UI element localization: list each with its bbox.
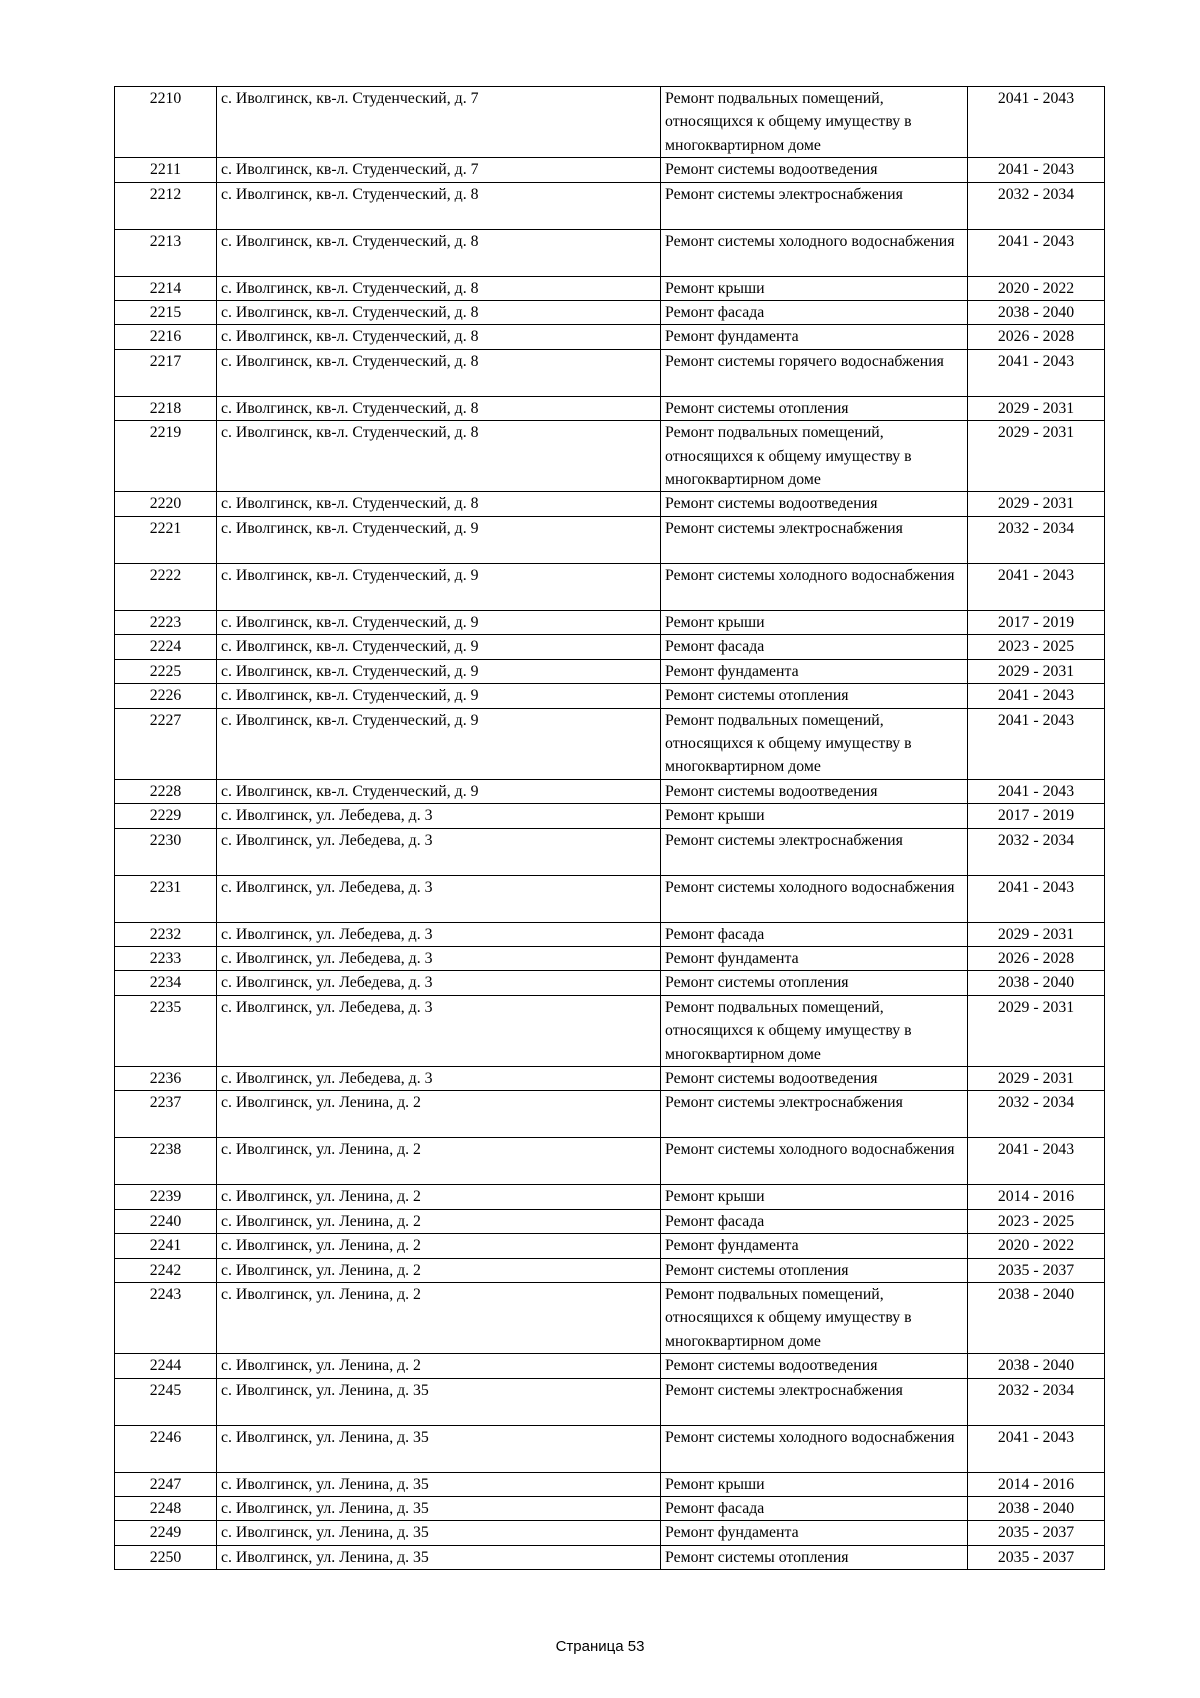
row-number-cell: 2235 — [115, 995, 217, 1066]
table-row — [115, 1091, 1105, 1138]
table-row — [115, 1354, 1105, 1378]
work-type-cell: Ремонт подвальных помещений, относящихся к общему имуществу в многоквартирном доме — [661, 87, 968, 158]
address-cell: с. Иволгинск, кв-л. Студенческий, д. 8 — [217, 492, 661, 516]
term-cell: 2038 - 2040 — [968, 1354, 1105, 1378]
row-number-cell: 2241 — [115, 1234, 217, 1258]
address-cell: с. Иволгинск, кв-л. Студенческий, д. 9 — [217, 684, 661, 708]
term-cell: 2032 - 2034 — [968, 1378, 1105, 1425]
table-row — [115, 1497, 1105, 1521]
term-cell: 2017 - 2019 — [968, 610, 1105, 634]
work-type-cell: Ремонт системы холодного водоснабжения — [661, 563, 968, 610]
work-type-cell: Ремонт фундамента — [661, 659, 968, 683]
term-cell: 2038 - 2040 — [968, 301, 1105, 325]
address-cell: с. Иволгинск, кв-л. Студенческий, д. 9 — [217, 779, 661, 803]
table-row — [115, 828, 1105, 875]
term-cell: 2041 - 2043 — [968, 87, 1105, 158]
address-cell: с. Иволгинск, ул. Лебедева, д. 3 — [217, 995, 661, 1066]
row-number-cell: 2238 — [115, 1138, 217, 1185]
row-number-cell: 2243 — [115, 1283, 217, 1354]
work-type-cell: Ремонт системы водоотведения — [661, 1066, 968, 1090]
row-number-cell: 2237 — [115, 1091, 217, 1138]
term-cell: 2029 - 2031 — [968, 492, 1105, 516]
work-type-cell: Ремонт системы электроснабжения — [661, 516, 968, 563]
row-number-cell: 2232 — [115, 922, 217, 946]
term-cell: 2041 - 2043 — [968, 708, 1105, 779]
term-cell: 2041 - 2043 — [968, 684, 1105, 708]
table-row — [115, 971, 1105, 995]
table-row — [115, 922, 1105, 946]
work-type-cell: Ремонт системы горячего водоснабжения — [661, 349, 968, 396]
row-number-cell: 2217 — [115, 349, 217, 396]
table-row — [115, 1066, 1105, 1090]
table-row — [115, 349, 1105, 396]
work-type-cell: Ремонт крыши — [661, 610, 968, 634]
row-number-cell: 2245 — [115, 1378, 217, 1425]
work-type-cell: Ремонт системы холодного водоснабжения — [661, 875, 968, 922]
term-cell: 2017 - 2019 — [968, 804, 1105, 828]
row-number-cell: 2233 — [115, 946, 217, 970]
row-number-cell: 2234 — [115, 971, 217, 995]
work-type-cell: Ремонт подвальных помещений, относящихся к общему имуществу в многоквартирном доме — [661, 708, 968, 779]
address-cell: с. Иволгинск, ул. Ленина, д. 2 — [217, 1185, 661, 1209]
row-number-cell: 2220 — [115, 492, 217, 516]
term-cell: 2029 - 2031 — [968, 421, 1105, 492]
address-cell: с. Иволгинск, кв-л. Студенческий, д. 7 — [217, 87, 661, 158]
row-number-cell: 2227 — [115, 708, 217, 779]
work-type-cell: Ремонт фундамента — [661, 1234, 968, 1258]
term-cell: 2032 - 2034 — [968, 1091, 1105, 1138]
work-type-cell: Ремонт подвальных помещений, относящихся к общему имуществу в многоквартирном доме — [661, 421, 968, 492]
row-number-cell: 2222 — [115, 563, 217, 610]
table-row — [115, 276, 1105, 300]
address-cell: с. Иволгинск, ул. Ленина, д. 2 — [217, 1283, 661, 1354]
row-number-cell: 2218 — [115, 396, 217, 420]
table-row — [115, 1234, 1105, 1258]
work-type-cell: Ремонт системы отопления — [661, 684, 968, 708]
table-row — [115, 1472, 1105, 1496]
address-cell: с. Иволгинск, ул. Ленина, д. 35 — [217, 1497, 661, 1521]
row-number-cell: 2212 — [115, 182, 217, 229]
address-cell: с. Иволгинск, кв-л. Студенческий, д. 7 — [217, 158, 661, 182]
table-row — [115, 1185, 1105, 1209]
table-row — [115, 158, 1105, 182]
table-row — [115, 301, 1105, 325]
address-cell: с. Иволгинск, ул. Ленина, д. 2 — [217, 1138, 661, 1185]
address-cell: с. Иволгинск, кв-л. Студенческий, д. 9 — [217, 610, 661, 634]
row-number-cell: 2250 — [115, 1545, 217, 1569]
address-cell: с. Иволгинск, ул. Ленина, д. 35 — [217, 1425, 661, 1472]
work-type-cell: Ремонт подвальных помещений, относящихся к общему имуществу в многоквартирном доме — [661, 1283, 968, 1354]
address-cell: с. Иволгинск, кв-л. Студенческий, д. 8 — [217, 396, 661, 420]
term-cell: 2029 - 2031 — [968, 396, 1105, 420]
term-cell: 2029 - 2031 — [968, 1066, 1105, 1090]
table-row — [115, 516, 1105, 563]
term-cell: 2041 - 2043 — [968, 158, 1105, 182]
work-type-cell: Ремонт крыши — [661, 804, 968, 828]
table-row — [115, 182, 1105, 229]
address-cell: с. Иволгинск, кв-л. Студенческий, д. 9 — [217, 516, 661, 563]
work-type-cell: Ремонт системы водоотведения — [661, 158, 968, 182]
table-row — [115, 1138, 1105, 1185]
work-type-cell: Ремонт системы холодного водоснабжения — [661, 229, 968, 276]
table-row — [115, 875, 1105, 922]
work-type-cell: Ремонт системы электроснабжения — [661, 1091, 968, 1138]
work-type-cell: Ремонт системы отопления — [661, 971, 968, 995]
address-cell: с. Иволгинск, ул. Ленина, д. 35 — [217, 1378, 661, 1425]
row-number-cell: 2242 — [115, 1258, 217, 1282]
row-number-cell: 2229 — [115, 804, 217, 828]
row-number-cell: 2221 — [115, 516, 217, 563]
row-number-cell: 2239 — [115, 1185, 217, 1209]
row-number-cell: 2210 — [115, 87, 217, 158]
address-cell: с. Иволгинск, кв-л. Студенческий, д. 9 — [217, 708, 661, 779]
work-type-cell: Ремонт фундамента — [661, 1521, 968, 1545]
address-cell: с. Иволгинск, ул. Ленина, д. 2 — [217, 1234, 661, 1258]
term-cell: 2038 - 2040 — [968, 1497, 1105, 1521]
term-cell: 2035 - 2037 — [968, 1545, 1105, 1569]
work-type-cell: Ремонт системы водоотведения — [661, 779, 968, 803]
address-cell: с. Иволгинск, кв-л. Студенческий, д. 9 — [217, 659, 661, 683]
work-type-cell: Ремонт крыши — [661, 1472, 968, 1496]
term-cell: 2014 - 2016 — [968, 1472, 1105, 1496]
address-cell: с. Иволгинск, ул. Ленина, д. 2 — [217, 1091, 661, 1138]
term-cell: 2020 - 2022 — [968, 1234, 1105, 1258]
work-type-cell: Ремонт системы отопления — [661, 1545, 968, 1569]
table-row — [115, 635, 1105, 659]
row-number-cell: 2216 — [115, 325, 217, 349]
table-row — [115, 1521, 1105, 1545]
table-row — [115, 684, 1105, 708]
work-type-cell: Ремонт системы электроснабжения — [661, 828, 968, 875]
row-number-cell: 2214 — [115, 276, 217, 300]
table-row — [115, 87, 1105, 158]
term-cell: 2026 - 2028 — [968, 946, 1105, 970]
table-row — [115, 325, 1105, 349]
table-row — [115, 610, 1105, 634]
row-number-cell: 2247 — [115, 1472, 217, 1496]
row-number-cell: 2225 — [115, 659, 217, 683]
address-cell: с. Иволгинск, кв-л. Студенческий, д. 8 — [217, 276, 661, 300]
table-row — [115, 946, 1105, 970]
row-number-cell: 2219 — [115, 421, 217, 492]
table-row — [115, 659, 1105, 683]
address-cell: с. Иволгинск, ул. Ленина, д. 35 — [217, 1545, 661, 1569]
address-cell: с. Иволгинск, кв-л. Студенческий, д. 8 — [217, 301, 661, 325]
term-cell: 2041 - 2043 — [968, 1425, 1105, 1472]
address-cell: с. Иволгинск, ул. Лебедева, д. 3 — [217, 875, 661, 922]
address-cell: с. Иволгинск, ул. Ленина, д. 2 — [217, 1209, 661, 1233]
row-number-cell: 2231 — [115, 875, 217, 922]
work-type-cell: Ремонт системы электроснабжения — [661, 182, 968, 229]
table-body — [115, 87, 1105, 1570]
address-cell: с. Иволгинск, ул. Ленина, д. 2 — [217, 1258, 661, 1282]
row-number-cell: 2249 — [115, 1521, 217, 1545]
address-cell: с. Иволгинск, ул. Лебедева, д. 3 — [217, 971, 661, 995]
work-type-cell: Ремонт крыши — [661, 276, 968, 300]
row-number-cell: 2236 — [115, 1066, 217, 1090]
term-cell: 2020 - 2022 — [968, 276, 1105, 300]
row-number-cell: 2226 — [115, 684, 217, 708]
term-cell: 2032 - 2034 — [968, 828, 1105, 875]
term-cell: 2014 - 2016 — [968, 1185, 1105, 1209]
row-number-cell: 2246 — [115, 1425, 217, 1472]
table-row — [115, 1378, 1105, 1425]
row-number-cell: 2240 — [115, 1209, 217, 1233]
row-number-cell: 2211 — [115, 158, 217, 182]
work-type-cell: Ремонт системы водоотведения — [661, 492, 968, 516]
table-row — [115, 1209, 1105, 1233]
term-cell: 2038 - 2040 — [968, 1283, 1105, 1354]
row-number-cell: 2224 — [115, 635, 217, 659]
table-row — [115, 229, 1105, 276]
table-row — [115, 1283, 1105, 1354]
term-cell: 2035 - 2037 — [968, 1258, 1105, 1282]
work-type-cell: Ремонт фасада — [661, 301, 968, 325]
term-cell: 2029 - 2031 — [968, 995, 1105, 1066]
work-type-cell: Ремонт системы отопления — [661, 396, 968, 420]
row-number-cell: 2230 — [115, 828, 217, 875]
term-cell: 2029 - 2031 — [968, 659, 1105, 683]
table-row — [115, 396, 1105, 420]
page-number: Страница 53 — [555, 1638, 645, 1655]
row-number-cell: 2213 — [115, 229, 217, 276]
address-cell: с. Иволгинск, ул. Лебедева, д. 3 — [217, 922, 661, 946]
work-type-cell: Ремонт системы водоотведения — [661, 1354, 968, 1378]
address-cell: с. Иволгинск, кв-л. Студенческий, д. 9 — [217, 635, 661, 659]
work-type-cell: Ремонт системы холодного водоснабжения — [661, 1425, 968, 1472]
work-type-cell: Ремонт фасада — [661, 922, 968, 946]
table-row — [115, 804, 1105, 828]
work-type-cell: Ремонт фасада — [661, 1497, 968, 1521]
term-cell: 2032 - 2034 — [968, 516, 1105, 563]
term-cell: 2023 - 2025 — [968, 1209, 1105, 1233]
table-row — [115, 779, 1105, 803]
term-cell: 2041 - 2043 — [968, 875, 1105, 922]
work-type-cell: Ремонт фасада — [661, 635, 968, 659]
term-cell: 2029 - 2031 — [968, 922, 1105, 946]
work-type-cell: Ремонт системы холодного водоснабжения — [661, 1138, 968, 1185]
table-row — [115, 1425, 1105, 1472]
table-row — [115, 563, 1105, 610]
address-cell: с. Иволгинск, ул. Ленина, д. 35 — [217, 1472, 661, 1496]
term-cell: 2041 - 2043 — [968, 229, 1105, 276]
address-cell: с. Иволгинск, кв-л. Студенческий, д. 8 — [217, 421, 661, 492]
table-row — [115, 1545, 1105, 1569]
row-number-cell: 2228 — [115, 779, 217, 803]
term-cell: 2032 - 2034 — [968, 182, 1105, 229]
table-row — [115, 708, 1105, 779]
term-cell: 2035 - 2037 — [968, 1521, 1105, 1545]
address-cell: с. Иволгинск, ул. Ленина, д. 35 — [217, 1521, 661, 1545]
row-number-cell: 2223 — [115, 610, 217, 634]
work-type-cell: Ремонт фасада — [661, 1209, 968, 1233]
address-cell: с. Иволгинск, ул. Лебедева, д. 3 — [217, 946, 661, 970]
work-type-cell: Ремонт подвальных помещений, относящихся к общему имуществу в многоквартирном доме — [661, 995, 968, 1066]
row-number-cell: 2244 — [115, 1354, 217, 1378]
address-cell: с. Иволгинск, ул. Лебедева, д. 3 — [217, 828, 661, 875]
table-row — [115, 421, 1105, 492]
term-cell: 2038 - 2040 — [968, 971, 1105, 995]
work-type-cell: Ремонт фундамента — [661, 325, 968, 349]
table-row — [115, 1258, 1105, 1282]
address-cell: с. Иволгинск, кв-л. Студенческий, д. 8 — [217, 229, 661, 276]
address-cell: с. Иволгинск, кв-л. Студенческий, д. 8 — [217, 325, 661, 349]
address-cell: с. Иволгинск, кв-л. Студенческий, д. 9 — [217, 563, 661, 610]
repair-schedule-table — [114, 86, 1105, 1570]
address-cell: с. Иволгинск, ул. Ленина, д. 2 — [217, 1354, 661, 1378]
row-number-cell: 2248 — [115, 1497, 217, 1521]
term-cell: 2026 - 2028 — [968, 325, 1105, 349]
work-type-cell: Ремонт системы отопления — [661, 1258, 968, 1282]
term-cell: 2023 - 2025 — [968, 635, 1105, 659]
table-row — [115, 995, 1105, 1066]
term-cell: 2041 - 2043 — [968, 779, 1105, 803]
address-cell: с. Иволгинск, кв-л. Студенческий, д. 8 — [217, 182, 661, 229]
work-type-cell: Ремонт крыши — [661, 1185, 968, 1209]
work-type-cell: Ремонт системы электроснабжения — [661, 1378, 968, 1425]
address-cell: с. Иволгинск, кв-л. Студенческий, д. 8 — [217, 349, 661, 396]
term-cell: 2041 - 2043 — [968, 563, 1105, 610]
term-cell: 2041 - 2043 — [968, 1138, 1105, 1185]
term-cell: 2041 - 2043 — [968, 349, 1105, 396]
row-number-cell: 2215 — [115, 301, 217, 325]
address-cell: с. Иволгинск, ул. Лебедева, д. 3 — [217, 1066, 661, 1090]
work-type-cell: Ремонт фундамента — [661, 946, 968, 970]
table-row — [115, 492, 1105, 516]
address-cell: с. Иволгинск, ул. Лебедева, д. 3 — [217, 804, 661, 828]
